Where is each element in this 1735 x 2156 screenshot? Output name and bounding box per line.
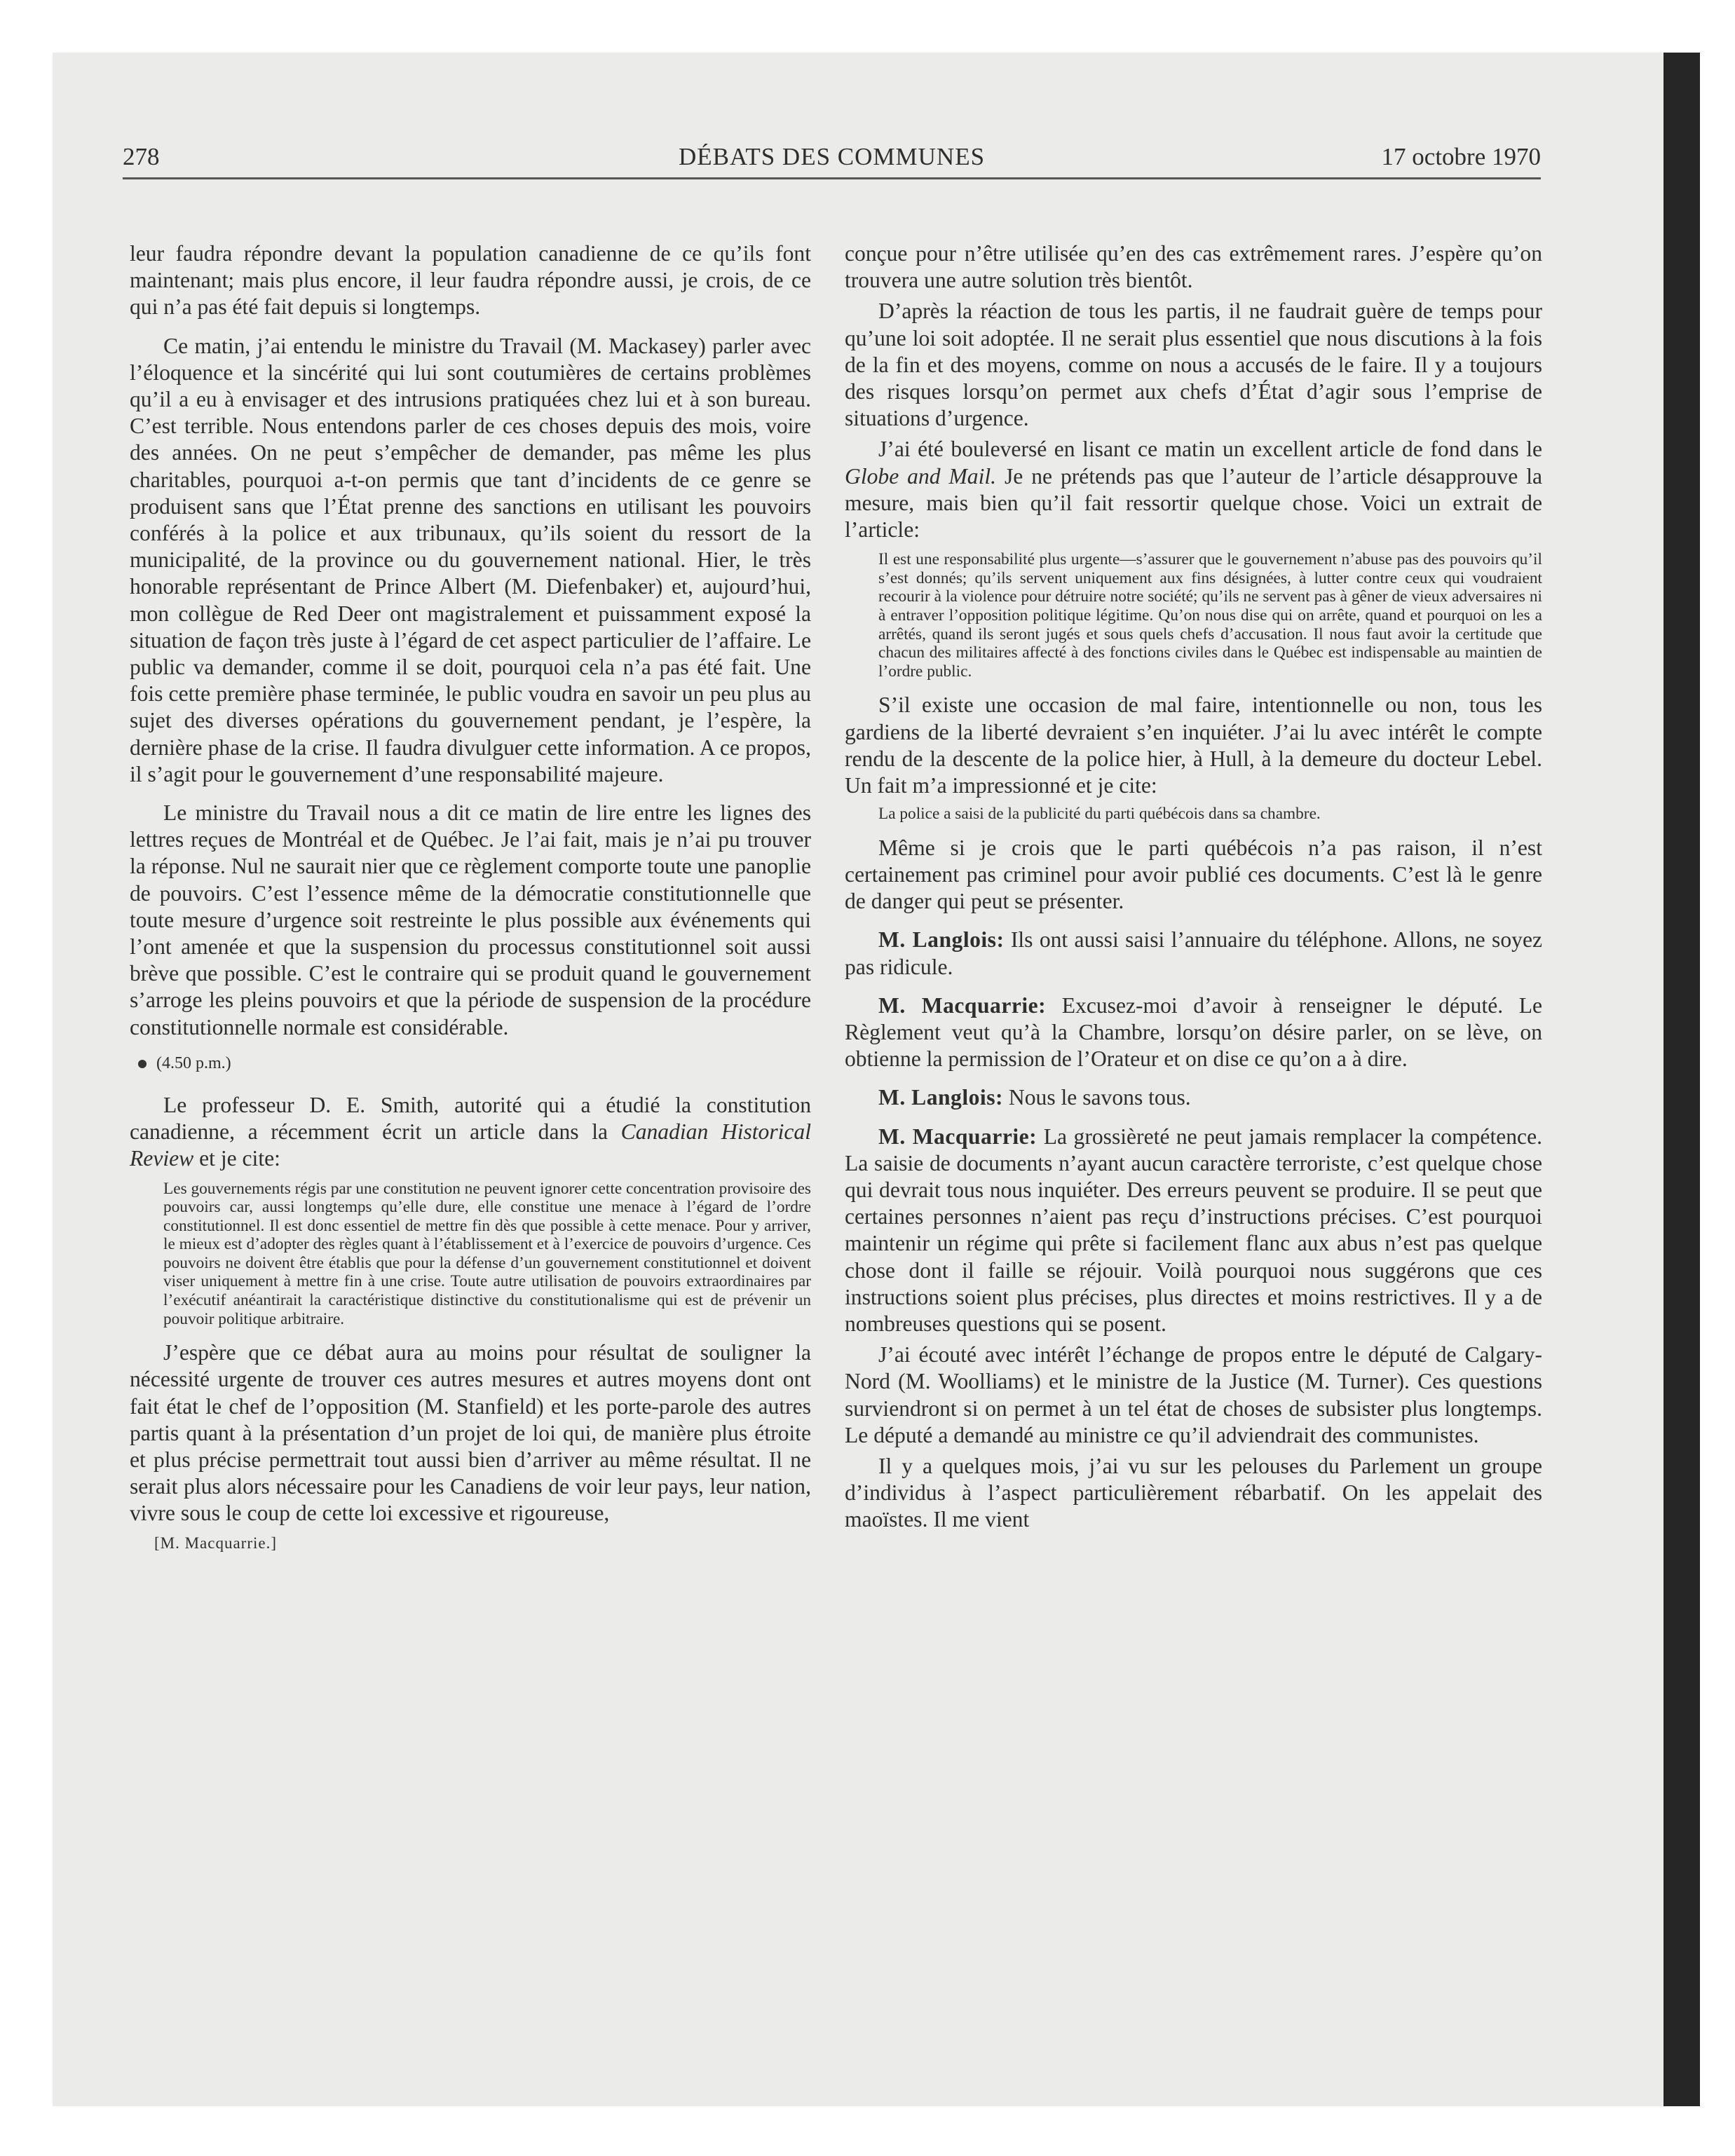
speaker-name: M. Macquarrie: [878, 992, 1047, 1018]
paragraph: S’il existe une occasion de mal faire, intentionnelle ou non, tous les gardiens de la liberté devraient s’en inquiéter. J’ai lu avec intérêt le compte rendu de la descente de la police hier, à Hull, à la demeure du docteur Lebel. Un fait m’a impressionné et je cite: [845, 692, 1542, 798]
right-column [845, 240, 1542, 1546]
paragraph: Il y a quelques mois, j’ai vu sur les pelouses du Parlement un groupe d’individus à l’aspect particulièrement rébarbatif. On les appelait des maoïstes. Il me vient [845, 1454, 1542, 1532]
paragraph: leur faudra répondre devant la population canadienne de ce qu’ils font maintenant; mais plus encore, il leur faudra répondre aussi, je crois, de ce qui n’a pas été fait depuis si longtemps. [130, 241, 811, 320]
speaker-name: M. Macquarrie: [878, 1124, 1037, 1149]
speech-text: Ils ont aussi saisi l’annuaire du téléphone. Allons, ne soyez pas ridicule. [845, 927, 1542, 979]
speaker-credit: [M. Macquarrie.] [154, 1534, 278, 1552]
speech-text: Excusez-moi d’avoir à renseigner le député. Le Règlement veut qu’à la Chambre, lorsqu’on désire parler, on se lève, on obtienne la permission de l’Orateur et on dise ce qu’on a à dire. [845, 992, 1543, 1072]
speech-turn [845, 1124, 1542, 1338]
journal-title: Canadian Historical Review [130, 1119, 812, 1171]
paragraph: Ce matin, j’ai entendu le ministre du Travail (M. Mackasey) parler avec l’éloquence et la sincérité qui lui sont coutumières de certains problèmes qu’il a eu à envisager et des intrusions pratiquées chez lui et à son bureau. C’est terrible. Nous entendons parler de ces choses depuis des mois, voire des années. On ne peut s’empêcher de demander, pas même les plus charitables, pourquoi a-t-on permis que tant d’incidents de ce genre se produisent sans que l’État prenne des sanctions en utilisant les pouvoirs conférés à la police et aux tribunaux, qu’ils soient du ressort de la municipalité, de la province ou du gouvernement national. Hier, le très honorable représentant de Prince Albert (M. Diefenbaker) et, aujourd’hui, mon collègue de Red Deer ont magistralement et puissamment exposé la situation de façon très juste à l’égard de cet aspect particulier de l’affaire. Le public va demander, comme il se doit, pourquoi cela n’a pas été fait. Une fois cette première phase terminée, le public voudra en savoir un peu plus au sujet des diverses opérations du gouvernement pendant, je l’espère, la dernière phase de la crise. Il faudra divulguer cette information. A ce propos, il s’agit pour le gouvernement d’une responsabilité majeure. [130, 333, 811, 786]
paragraph: J’ai écouté avec intérêt l’échange de propos entre le député de Calgary-Nord (M. Woolliams) et le ministre de la Justice (M. Turner). Ces questions surviendront si on permet à un tel état de choses de subsister plus longtemps. Le député a demandé au ministre ce qu’il adviendrait des communistes. [845, 1342, 1542, 1447]
speech-text: La grossièreté ne peut jamais remplacer la compétence. La saisie de documents n’ayant aucun caractère terroriste, c’est quelque chose qui devrait tous nous inquiéter. Des erreurs peuvent se produire. Il se peut que certaines personnes n’aient pas reçu d’instructions précises. C’est pourquoi maintenir un régime qui prête si facilement flanc aux abus n’est pas quelque chose dont il faille se réjouir. Voilà pourquoi nous suggérons que ces instructions soient plus précises, plus directes et moins restrictives. Il y a de nombreuses questions qui se posent. [845, 1124, 1543, 1337]
newspaper-title: Globe and Mail. [845, 463, 997, 489]
left-column [130, 240, 811, 1554]
publication-title: DÉBATS DES COMMUNES [678, 143, 986, 170]
speaker-name: M. Langlois: [878, 1085, 1004, 1110]
speaker-name: M. Langlois: [878, 927, 1005, 953]
page-date: 17 octobre 1970 [1381, 143, 1541, 170]
paragraph [845, 436, 1542, 543]
page-header [123, 139, 1541, 179]
speech-turn [845, 927, 1542, 980]
bullet-icon [138, 1060, 147, 1068]
paragraph: Même si je crois que le parti québécois n’a pas raison, il n’est certainement pas criminel pour avoir publié ces documents. C’est là le genre de danger qui peut se présenter. [845, 835, 1542, 914]
block-quote: Il est une responsabilité plus urgente—s’assurer que le gouvernement n’abuse pas des pouvoirs qu’il s’est donnés; qu’ils servent uniquement aux fins désignées, à lutter contre ceux qui voudraient recourir à la violence pour détruire notre société; qu’ils ne servent pas à gêner de vieux adversaires ni à entraver l’opposition politique légitime. Qu’on nous dise qui on arrête, quand et pourquoi on les a arrêtés, quand ils seront jugés et sous quels chefs d’accusation. Il nous faut avoir la certitude que chacun des militaires affecté à des fonctions civiles dans le Québec est indispensable au maintien de l’ordre public. [878, 550, 1542, 681]
scan-edge-shadow [1663, 53, 1700, 2106]
speech-turn [845, 992, 1542, 1073]
speech-turn [845, 1084, 1542, 1111]
block-quote: Les gouvernements régis par une constitution ne peuvent ignorer cette concentration provisoire des pouvoirs car, aussi longtemps qu’elle dure, elle constitue une menace à l’égard de l’ordre constitutionnel. Il est donc essentiel de mettre fin dès que possible à cette menace. Pour y arriver, le mieux est d’adopter des règles quant à l’établissement et à l’exercice de pouvoirs d’urgence. Ces pouvoirs ne doivent être établis que pour la défense d’un gouvernement constitutionnel et doivent viser uniquement à mettre fin à une crise. Toute autre utilisation de pouvoirs extraordinaires par l’exécutif anéantirait la caractéristique distinctive du constitutionalisme qui est de prévenir un pouvoir politique arbitraire. [163, 1179, 811, 1328]
paragraph-text: et je cite: [193, 1146, 280, 1171]
time-marker [138, 1053, 811, 1074]
paragraph-text: J’ai été bouleversé en lisant ce matin un excellent article de fond dans le [878, 437, 1542, 462]
paragraph-text: Le professeur D. E. Smith, autorité qui a étudié la constitution canadienne, a récemment écrit un article dans la [130, 1092, 811, 1145]
paragraph: Le ministre du Travail nous a dit ce matin de lire entre les lignes des lettres reçues de Montréal et de Québec. Je l’ai fait, mais je n’ai pu trouver la réponse. Nul ne saurait nier que ce règlement comporte toute une panoplie de pouvoirs. C’est l’essence même de la démocratie constitutionnelle que toute mesure d’urgence soit restreinte le plus possible aux événements qui l’ont amenée et que la suspension du processus constitutionnel soit aussi brève que possible. C’est le contraire qui se produit quand le gouvernement s’arroge les pleins pouvoirs et que la période de suspension de la procédure constitutionnelle normale est considérable. [130, 800, 811, 1039]
block-quote: La police a saisi de la publicité du parti québécois dans sa chambre. [878, 805, 1321, 824]
page-number: 278 [123, 143, 160, 170]
paragraph [130, 1092, 811, 1173]
paragraph: D’après la réaction de tous les partis, il ne faudrait guère de temps pour qu’une loi soit adoptée. Il ne serait plus essentiel que nous discutions à la fois de la fin et des moyens, comme on nous a accusés de le faire. Il y a toujours des risques lorsqu’on permet aux chefs d’État d’agir sous l’emprise de situations d’urgence. [845, 299, 1542, 431]
time-note-text: (4.50 p.m.) [156, 1053, 231, 1072]
paragraph: J’espère que ce débat aura au moins pour résultat de souligner la nécessité urgente de trouver ces autres mesures et autres moyens dont ont fait état le chef de l’opposition (M. Stanfield) et les porte-parole des autres partis quant à la présentation d’un projet de loi qui, de manière plus étroite et plus précise permettrait tout aussi bien d’arriver au même résultat. Il ne serait plus alors nécessaire pour les Canadiens de voir leur pays, leur nation, vivre sous le coup de cette loi excessive et rigoureuse, [130, 1340, 811, 1526]
paragraph-text: Je ne prétends pas que l’auteur de l’article désapprouve la mesure, mais bien qu’il fait ressortir quelque chose. Voici un extrait de l’article: [845, 463, 1542, 543]
speech-text: Nous le savons tous. [1003, 1085, 1191, 1110]
paragraph: conçue pour n’être utilisée qu’en des cas extrêmement rares. J’espère qu’on trouvera une autre solution très bientôt. [845, 241, 1542, 293]
